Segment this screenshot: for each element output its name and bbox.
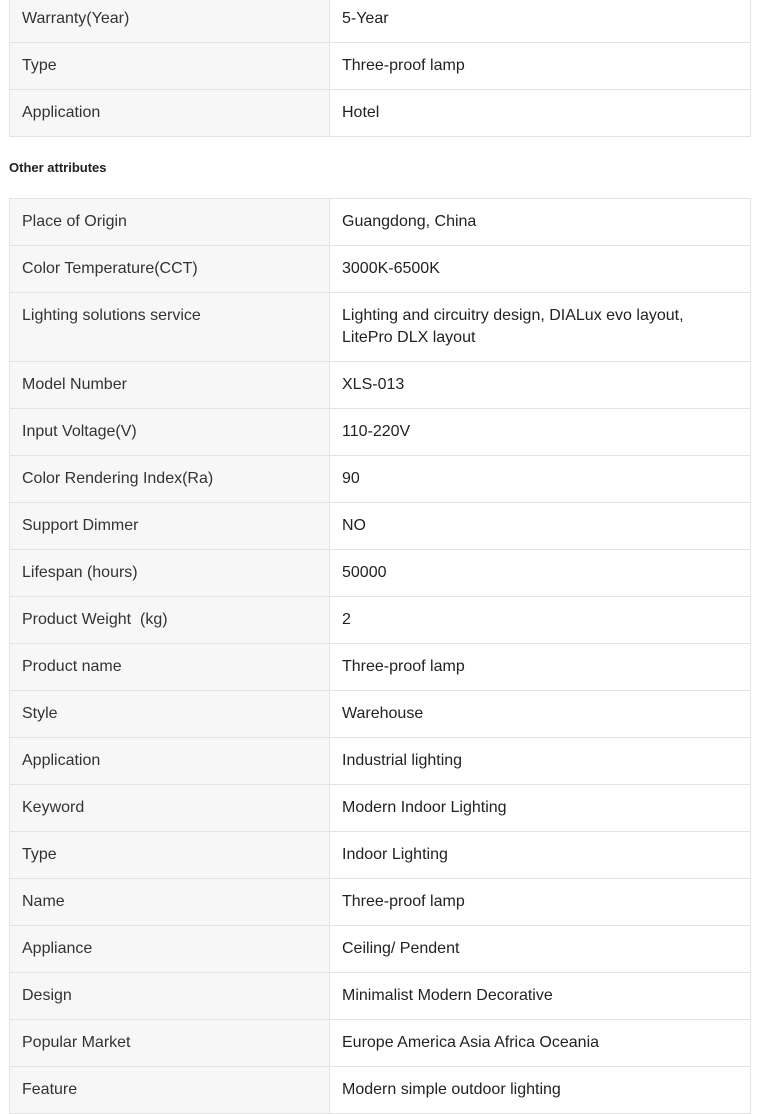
- table-row: [10, 1020, 751, 1067]
- attribute-key: Product name: [10, 644, 330, 691]
- table-row: [10, 738, 751, 785]
- table-row: [10, 409, 751, 456]
- attribute-value: Indoor Lighting: [330, 832, 751, 879]
- attribute-key: Type: [10, 43, 330, 90]
- section-title: Other attributes: [9, 160, 107, 175]
- attribute-key: Color Temperature(CCT): [10, 246, 330, 293]
- table-row: [10, 832, 751, 879]
- attribute-value: 5-Year: [330, 0, 751, 43]
- other-attributes-table: [9, 198, 751, 1114]
- top-attributes-body: [10, 0, 751, 137]
- attribute-value: 2: [330, 597, 751, 644]
- attribute-value: Europe America Asia Africa Oceania: [330, 1020, 751, 1067]
- table-row: [10, 785, 751, 832]
- attribute-key: Lifespan (hours): [10, 550, 330, 597]
- attribute-value: Minimalist Modern Decorative: [330, 973, 751, 1020]
- attribute-value: 3000K-6500K: [330, 246, 751, 293]
- table-row: [10, 973, 751, 1020]
- attribute-value: Warehouse: [330, 691, 751, 738]
- attribute-value: 50000: [330, 550, 751, 597]
- attribute-key: Application: [10, 90, 330, 137]
- table-row: [10, 503, 751, 550]
- table-row: [10, 644, 751, 691]
- attribute-key: Warranty(Year): [10, 0, 330, 43]
- attribute-key: Place of Origin: [10, 199, 330, 246]
- table-row: [10, 879, 751, 926]
- attribute-value: Three-proof lamp: [330, 644, 751, 691]
- attribute-key: Lighting solutions service: [10, 293, 330, 362]
- table-row: [10, 456, 751, 503]
- attribute-value: Guangdong, China: [330, 199, 751, 246]
- table-row: [10, 0, 751, 43]
- attribute-value: Three-proof lamp: [330, 43, 751, 90]
- attribute-key: Appliance: [10, 926, 330, 973]
- table-row: [10, 246, 751, 293]
- table-row: [10, 597, 751, 644]
- attribute-value: Ceiling/ Pendent: [330, 926, 751, 973]
- attribute-key: Product Weight (kg): [10, 597, 330, 644]
- attribute-value: XLS-013: [330, 362, 751, 409]
- table-row: [10, 43, 751, 90]
- attribute-key: Input Voltage(V): [10, 409, 330, 456]
- attribute-value: NO: [330, 503, 751, 550]
- table-row: [10, 550, 751, 597]
- table-row: [10, 293, 751, 362]
- table-row: [10, 1067, 751, 1114]
- attribute-key: Feature: [10, 1067, 330, 1114]
- table-row: [10, 90, 751, 137]
- table-row: [10, 691, 751, 738]
- attribute-key: Support Dimmer: [10, 503, 330, 550]
- table-row: [10, 199, 751, 246]
- attribute-key: Color Rendering Index(Ra): [10, 456, 330, 503]
- attribute-key: Popular Market: [10, 1020, 330, 1067]
- attribute-value: Industrial lighting: [330, 738, 751, 785]
- attribute-key: Application: [10, 738, 330, 785]
- attribute-value: Hotel: [330, 90, 751, 137]
- table-row: [10, 926, 751, 973]
- top-attributes-table: [9, 0, 751, 137]
- table-row: [10, 362, 751, 409]
- attribute-value: Modern simple outdoor lighting: [330, 1067, 751, 1114]
- attribute-key: Keyword: [10, 785, 330, 832]
- attribute-value: 110-220V: [330, 409, 751, 456]
- attribute-value: Three-proof lamp: [330, 879, 751, 926]
- attribute-value: Lighting and circuitry design, DIALux evo layout, LitePro DLX layout: [330, 293, 751, 362]
- other-attributes-body: [10, 199, 751, 1114]
- attribute-key: Design: [10, 973, 330, 1020]
- attribute-key: Type: [10, 832, 330, 879]
- attribute-key: Style: [10, 691, 330, 738]
- attribute-key: Name: [10, 879, 330, 926]
- attribute-value: 90: [330, 456, 751, 503]
- attribute-key: Model Number: [10, 362, 330, 409]
- attribute-value: Modern Indoor Lighting: [330, 785, 751, 832]
